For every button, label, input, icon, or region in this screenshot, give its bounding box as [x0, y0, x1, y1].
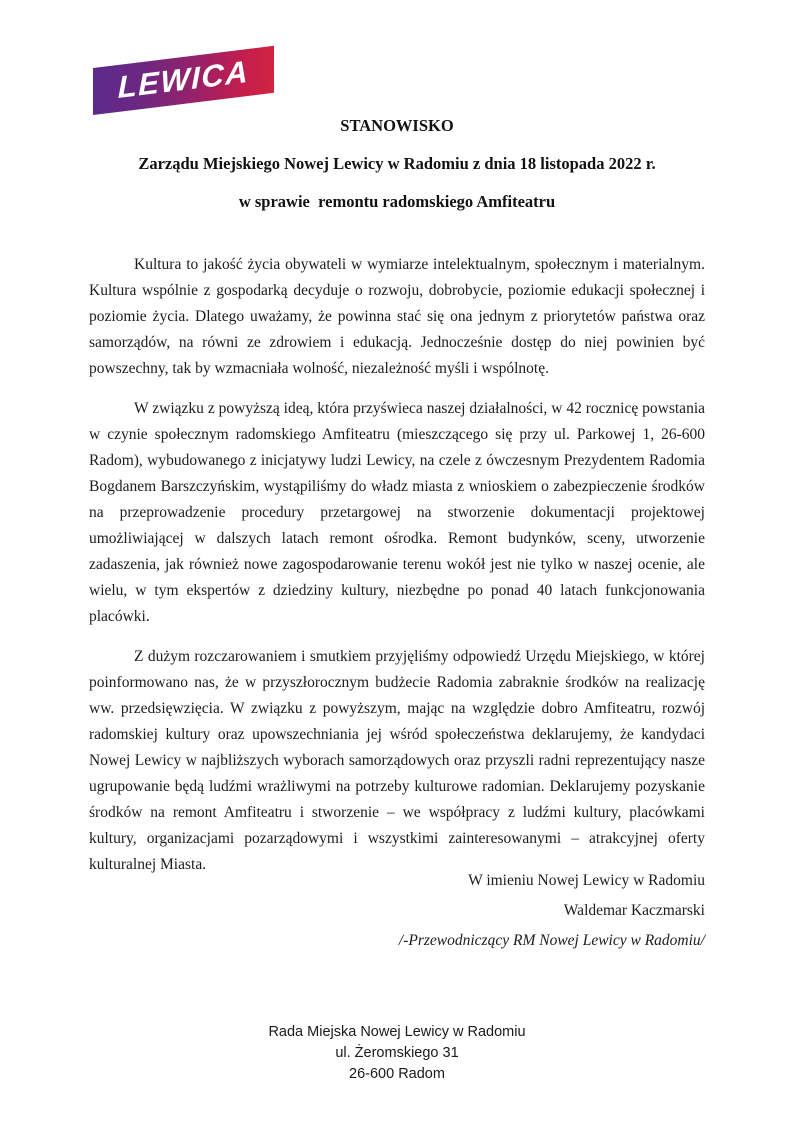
signature-block	[89, 866, 705, 956]
signature-role: /-Przewodniczący RM Nowej Lewicy w Radomiu/	[398, 932, 705, 949]
footer-city: 26-600 Radom	[349, 1066, 445, 1082]
document-header	[89, 116, 705, 230]
signature-name: Waldemar Kaczmarski	[563, 902, 705, 919]
document-body	[89, 252, 705, 892]
body-paragraph-2: W związku z powyższą ideą, która przyświeca naszej działalności, w 42 rocznicę powstania w czynie społecznym radomskiego Amfiteatru (mieszczącego się przy ul. Parkowej 1, 26-600 Radom), wybudowanego z inicjatywy ludzi Lewicy, na czele z ówczesnym Prezydentem Radomia Bogdanem Barszczyńskim, wystąpiliśmy do władz miasta z wnioskiem o zabezpieczenie środków na przeprowadzenie procedury przetargowej na stworzenie dokumentacji projektowej umożliwiającej w dalszych latach remont ośrodka. Remont budynków, sceny, utworzenie zadaszenia, jak również nowe zagospodarowanie terenu wokół jest nie tylko w naszej ocenie, ale wielu, w tym ekspertów z dziedziny kultury, niezbędne po ponad 40 latach funkcjonowania placówki.	[89, 400, 705, 625]
body-paragraph-1: Kultura to jakość życia obywateli w wymiarze intelektualnym, społecznym i materialnym. Kultura wspólnie z gospodarką decyduje o rozwoju, dobrobycie, poziomie edukacji społecznej i poziomie życia. Dlatego uważamy, że powinna stać się ona jednym z priorytetów państwa oraz samorządów, na równi ze zdrowiem i edukacją. Jednocześnie dostęp do niej powinien być powszechny, tak by wzmacniała wolność, niezależność myśli i wspólnotę.	[89, 256, 705, 377]
document-subtitle-date: Zarządu Miejskiego Nowej Lewicy w Radomiu z dnia 18 listopada 2022 r.	[138, 154, 656, 173]
footer-street: ul. Żeromskiego 31	[335, 1045, 459, 1061]
signature-on-behalf: W imieniu Nowej Lewicy w Radomiu	[468, 872, 705, 889]
lewica-logo	[93, 46, 274, 115]
footer-address	[0, 1022, 794, 1085]
lewica-logo-text: LEWICA	[117, 53, 250, 105]
body-paragraph-3: Z dużym rozczarowaniem i smutkiem przyjęliśmy odpowiedź Urzędu Miejskiego, w której poinformowano nas, że w przyszłorocznym budżecie Radomia zabraknie środków na realizację ww. przedsięwzięcia. W związku z powyższym, mając na względzie dobro Amfiteatru, rozwój radomskiej kultury oraz upowszechniania jej wśród społeczeństwa deklarujemy, że kandydaci Nowej Lewicy w najbliższych wyborach samorządowych oraz przyszli radni reprezentujący nasze ugrupowanie będą ludźmi wrażliwymi na potrzeby kulturowe radomian. Deklarujemy pozyskanie środków na remont Amfiteatru i stworzenie – we współpracy z ludźmi kultury, placówkami kultury, organizacjami pozarządowymi i wszystkimi zainteresowanymi – atrakcyjnej oferty kulturalnej Miasta.	[89, 648, 705, 873]
footer-organization: Rada Miejska Nowej Lewicy w Radomiu	[268, 1024, 526, 1040]
document-title: STANOWISKO	[340, 116, 454, 135]
document-subtitle-subject: w sprawie remontu radomskiego Amfiteatru	[238, 192, 556, 211]
